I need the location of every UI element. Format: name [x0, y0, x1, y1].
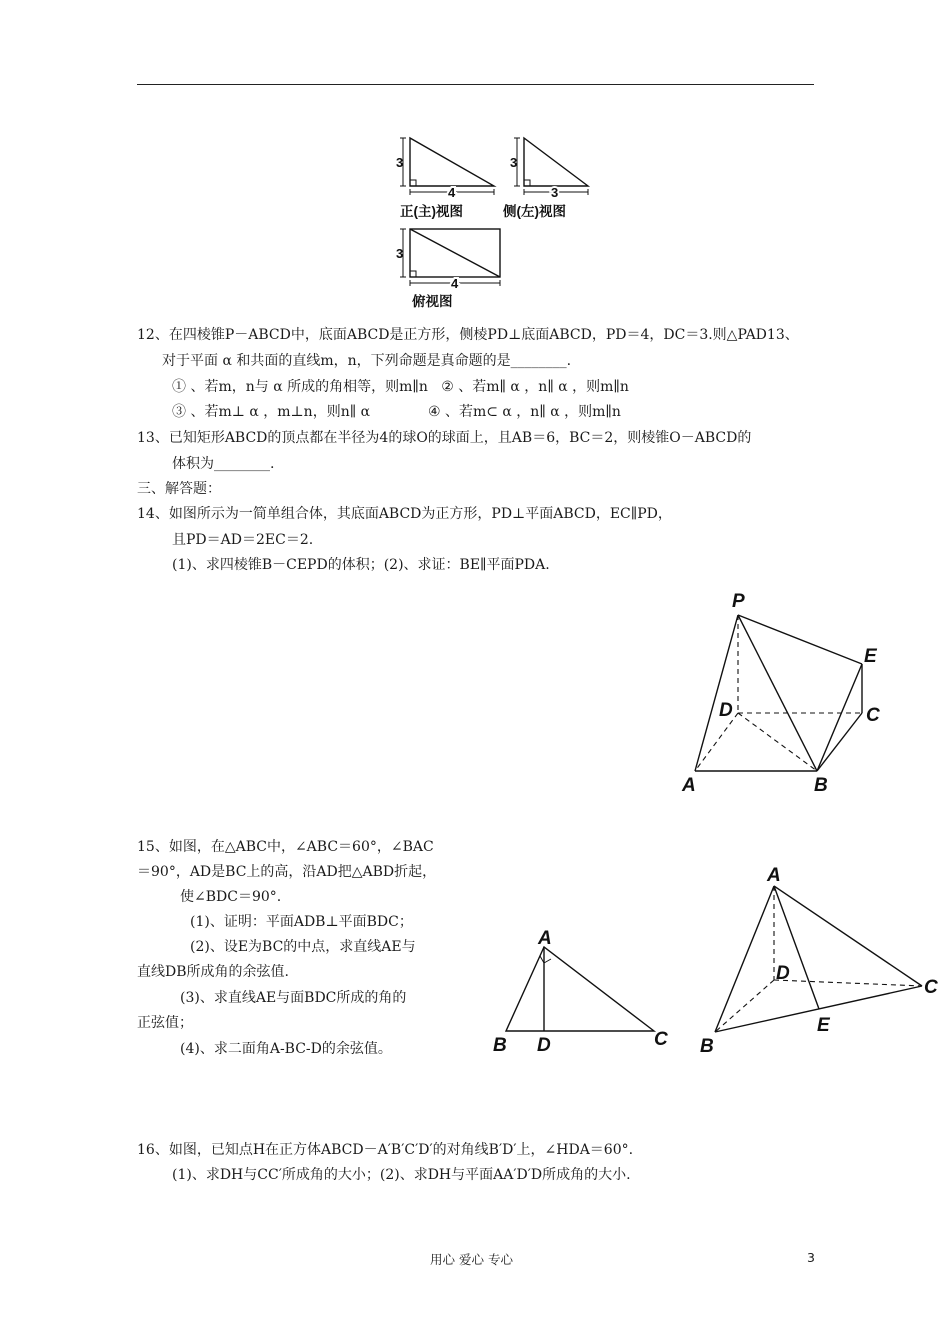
side-height: 3 — [510, 155, 518, 170]
edge-BE — [817, 664, 862, 771]
front-view-label: 正(主)视图 — [400, 204, 463, 219]
side-width: 3 — [551, 185, 559, 200]
label-B: B — [700, 1036, 714, 1057]
top-view — [400, 229, 500, 286]
label-D: D — [537, 1035, 551, 1055]
edge-DA — [695, 713, 738, 771]
section-title: 三、解答题： — [137, 481, 221, 497]
top-view-label: 俯视图 — [412, 294, 453, 309]
figure-15-folded — [695, 862, 945, 1060]
q13a-options-2: ③ 、若m⊥ α ，m⊥n，则n∥ α ④ 、若m⊂ α ，n∥ α ，则m∥n — [172, 404, 621, 420]
edge-BC — [817, 713, 862, 771]
q15-part2-a: (2)、设E为BC的中点，求直线AE与 — [190, 939, 416, 955]
q15-part4: (4)、求二面角A-BC-D的余弦值。 — [180, 1041, 392, 1057]
q16-line1: 16、如图，已知点H在正方体ABCD－A′B′C′D′的对角线B′D′上，∠HDA＝60°. — [137, 1142, 634, 1158]
label-A: A — [682, 775, 696, 796]
label-C: C — [866, 705, 880, 726]
right-angle-mark — [540, 956, 551, 963]
q15-line2: ＝90°，AD是BC上的高，沿AD把△ABD折起， — [137, 864, 437, 880]
q12-line: 12、在四棱锥P－ABCD中，底面ABCD是正方形，侧棱PD⊥底面ABCD，PD＝4，DC＝3.则△PAD13、 — [137, 327, 799, 343]
q14-line2: 且PD＝AD＝2EC＝2. — [172, 532, 314, 548]
q15-line3: 使∠BDC＝90°. — [180, 889, 282, 905]
q13b-line2: 体积为________. — [172, 456, 275, 472]
q13a-stem: 对于平面 α 和共面的直线m，n，下列命题是真命题的是________. — [162, 353, 572, 369]
q15-part3-b: 正弦值； — [137, 1015, 193, 1031]
q14-line1: 14、如图所示为一简单组合体，其底面ABCD为正方形，PD⊥平面ABCD，EC∥PD， — [137, 506, 672, 522]
label-A: A — [767, 865, 781, 886]
top-height: 3 — [396, 246, 404, 261]
edge-PE — [738, 615, 862, 664]
triangle-ABC — [506, 947, 654, 1031]
q15-part3-a: (3)、求直线AE与面BDC所成的角的 — [180, 990, 407, 1006]
label-A: A — [538, 928, 552, 949]
q15-part1: (1)、证明：平面ADB⊥平面BDC； — [190, 914, 413, 930]
figure-15-flat — [488, 925, 678, 1055]
edge-DB — [738, 713, 817, 771]
q16-line2: (1)、求DH与CC′所成角的大小；(2)、求DH与平面AA′D′D所成角的大小. — [172, 1167, 631, 1183]
edge-PB — [738, 615, 817, 771]
edge-AE — [774, 886, 819, 1009]
q14-line3: (1)、求四棱锥B－CEPD的体积；(2)、求证：BE∥平面PDA. — [172, 557, 550, 573]
top-width: 4 — [451, 276, 459, 291]
edge-AB — [715, 886, 774, 1032]
edge-PA — [695, 615, 738, 771]
label-E: E — [864, 646, 877, 667]
header-rule — [137, 84, 814, 85]
three-view-figure — [390, 128, 615, 313]
label-P: P — [732, 591, 745, 612]
page-number: 3 — [807, 1250, 815, 1265]
label-D: D — [776, 963, 790, 984]
footer-slogan: 用心 爱心 专心 — [430, 1252, 513, 1267]
label-B: B — [493, 1035, 507, 1055]
front-width: 4 — [448, 185, 456, 200]
front-height: 3 — [396, 155, 404, 170]
label-E: E — [817, 1015, 830, 1036]
q13b-line1: 13、已知矩形ABCD的顶点都在半径为4的球O的球面上，且AB＝6，BC＝2，则棱锥O－ABCD的 — [137, 430, 752, 446]
label-B: B — [814, 775, 828, 796]
label-C: C — [924, 977, 938, 998]
edge-DB — [715, 980, 774, 1032]
label-D: D — [719, 700, 733, 721]
front-view — [400, 138, 494, 195]
side-view-label: 侧(左)视图 — [503, 204, 566, 219]
label-C: C — [654, 1029, 668, 1050]
q15-part2-b: 直线DB所成角的余弦值. — [137, 964, 289, 980]
figure-14 — [675, 588, 890, 800]
edge-AC — [774, 886, 922, 986]
edge-DC — [774, 980, 922, 986]
q15-line1: 15、如图，在△ABC中，∠ABC＝60°，∠BAC — [137, 839, 434, 855]
q13a-options-1: ① 、若m，n与 α 所成的角相等，则m∥n ② 、若m∥ α ，n∥ α ，则m∥n — [172, 379, 629, 395]
